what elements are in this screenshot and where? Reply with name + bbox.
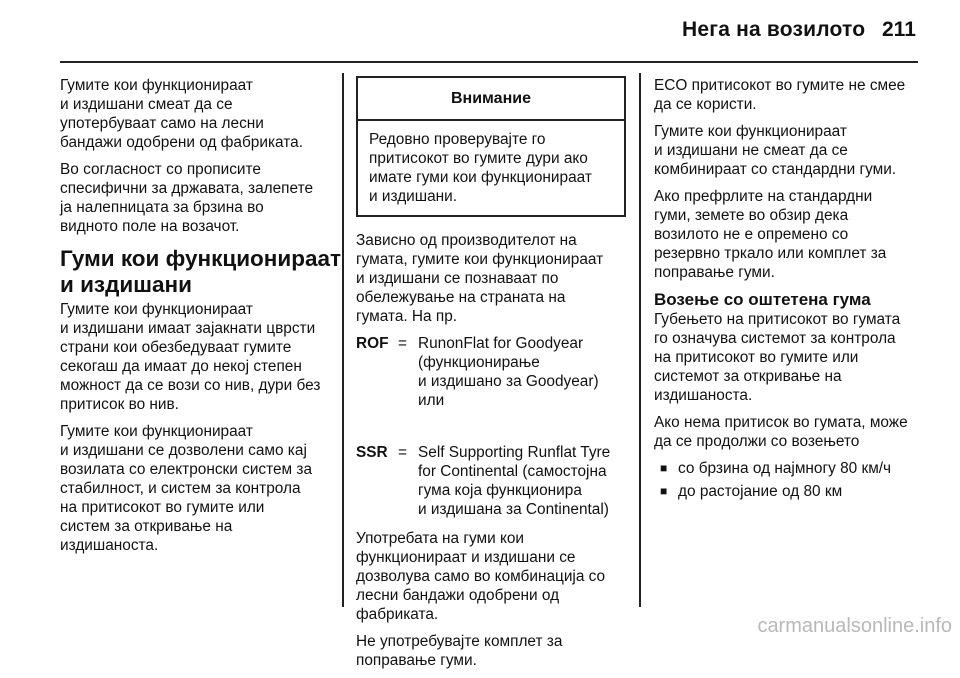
text-line: стабилност, и систем за контрола <box>60 480 301 497</box>
text-line: дозволува само во комбинација со <box>356 568 606 585</box>
text-line: и издишани имаат зајакнати цврсти <box>60 320 316 337</box>
text-line: и издишано за Goodyear) <box>418 373 599 390</box>
definition-row-ssr <box>356 443 626 519</box>
notice-box <box>356 76 626 217</box>
text-line: можност да се вози со нив, дури без <box>60 377 321 394</box>
text-line: for Continental (самостојна <box>418 463 607 480</box>
text-line: притисокот во гумите дури ако <box>369 150 588 167</box>
column-divider-right <box>639 73 641 607</box>
text-line: гумата. На пр. <box>356 308 458 325</box>
text-line: спесифични за државата, залепете <box>60 180 314 197</box>
paragraph <box>654 122 922 179</box>
text-line: Губењето на притисокот во гумата <box>654 311 901 328</box>
paragraph <box>60 300 332 414</box>
notice-title: Внимание <box>358 78 624 121</box>
text-line: Зависно од производителот на <box>356 232 577 249</box>
text-line: издишаноста. <box>60 537 159 554</box>
text-line: страни кои обезбедуваат гумите <box>60 339 292 356</box>
text-line: имате гуми кои функционираат <box>369 169 592 186</box>
text-line: и издишани не смеат да се <box>654 142 848 159</box>
paragraph <box>356 231 626 326</box>
column-3 <box>654 76 922 505</box>
text-line: употербуваат само на лесни <box>60 115 264 132</box>
text-line: или <box>418 392 445 409</box>
paragraph <box>654 76 922 114</box>
text-line: на притисокот во гумите или <box>654 349 859 366</box>
page-number: 211 <box>882 18 916 41</box>
text-line: да се користи. <box>654 96 757 113</box>
text-line: гумата, гумите кои функционираат <box>356 251 604 268</box>
definition-text <box>418 443 626 519</box>
bullet-text: до растојание од 80 км <box>678 483 843 500</box>
paragraph <box>654 187 922 282</box>
column-divider-left <box>342 73 344 607</box>
text-line: Ако нема притисок во гумата, може <box>654 414 908 431</box>
text-line: Self Supporting Runflat Tyre <box>418 444 611 461</box>
paragraph <box>654 413 922 451</box>
text-line: ја налепницата за брзина во <box>60 199 264 216</box>
text-line: возилото не е опремено со <box>654 226 849 243</box>
paragraph <box>654 310 922 405</box>
text-line: го означува системот за контрола <box>654 330 896 347</box>
definition-text <box>418 334 626 410</box>
text-line: Редовно проверувајте го <box>369 131 546 148</box>
text-line: поправање гуми. <box>356 652 477 669</box>
text-line: Гумите кои функционираат <box>654 123 847 140</box>
header-divider <box>60 61 918 63</box>
text-line: фабриката. <box>356 606 439 623</box>
text-line: Гумите кои функционираат <box>60 423 253 440</box>
column-2 <box>356 76 626 678</box>
text-line: на притисокот во гумите или <box>60 499 265 516</box>
page-header-title: Нега на возилото <box>682 18 866 41</box>
text-line: да се продолжи со возењето <box>654 433 860 450</box>
text-line: ECO притисокот во гумите не смее <box>654 77 906 94</box>
text-line: Употребата на гуми кои <box>356 530 525 547</box>
text-line: секогаш да имаат до некој степен <box>60 358 302 375</box>
text-line: гума која функционира <box>418 482 582 499</box>
definition-separator: = <box>398 335 407 352</box>
definition-term: SSR <box>356 444 388 461</box>
column-1 <box>60 76 342 563</box>
text-line: функционираат и издишани се <box>356 549 576 566</box>
text-line: возилата со електронски систем за <box>60 461 313 478</box>
paragraph <box>60 76 332 152</box>
text-line: резервно тркало или комплет за <box>654 245 887 262</box>
definition-separator: = <box>398 444 407 461</box>
section-heading-runflat <box>60 246 342 298</box>
list-item <box>654 459 922 478</box>
definition-list <box>356 334 626 519</box>
text-line: комбинираат со стандардни гуми. <box>654 161 897 178</box>
paragraph <box>356 632 626 670</box>
text-line: и издишани смеат да се <box>60 96 233 113</box>
text-line: лесни бандажи одобрени од <box>356 587 560 604</box>
text-line: Не употребувајте комплет за <box>356 633 563 650</box>
list-item <box>654 482 922 501</box>
notice-body <box>358 121 624 215</box>
text-line: притисок во нив. <box>60 396 179 413</box>
definition-row-rof <box>356 334 626 410</box>
text-line: Ако префрлите на стандардни <box>654 188 873 205</box>
text-line: издишаноста. <box>654 387 753 404</box>
watermark: carmanualsonline.info <box>757 615 952 637</box>
text-line: и издишани. <box>369 188 458 205</box>
text-line: Гуми кои функционираат <box>60 246 342 271</box>
text-line: и издишани се познаваат по <box>356 270 559 287</box>
text-line: и издишани <box>60 272 192 297</box>
text-line: видното поле на возачот. <box>60 218 240 235</box>
text-line: систем за откривање на <box>60 518 233 535</box>
bullet-square-icon: ■ <box>660 484 668 498</box>
text-line: и издишана за Continental) <box>418 501 609 518</box>
bullet-text: со брзина од најмногу 80 км/ч <box>678 460 892 477</box>
bullet-square-icon: ■ <box>660 461 668 475</box>
text-line: гуми, земете во обзир дека <box>654 207 849 224</box>
text-line: обележувањe на страната на <box>356 289 566 306</box>
text-line: системот за откривање на <box>654 368 842 385</box>
text-line: Гумите кои функционираат <box>60 301 253 318</box>
text-line: Гумите кои функционираат <box>60 77 253 94</box>
text-line: бандажи одобрени од фабриката. <box>60 134 303 151</box>
text-line: и издишани се дозволени само кај <box>60 442 307 459</box>
paragraph <box>60 160 332 236</box>
text-line: Во согласност со прописите <box>60 161 261 178</box>
paragraph <box>60 422 332 555</box>
text-line: поправање гуми. <box>654 264 775 281</box>
text-line: RunonFlat for Goodyear <box>418 335 584 352</box>
section-heading-damaged-tyre: Возење со оштетена гума <box>654 290 871 309</box>
paragraph <box>356 529 626 624</box>
text-line: (функционирање <box>418 354 540 371</box>
definition-term: ROF <box>356 335 389 352</box>
